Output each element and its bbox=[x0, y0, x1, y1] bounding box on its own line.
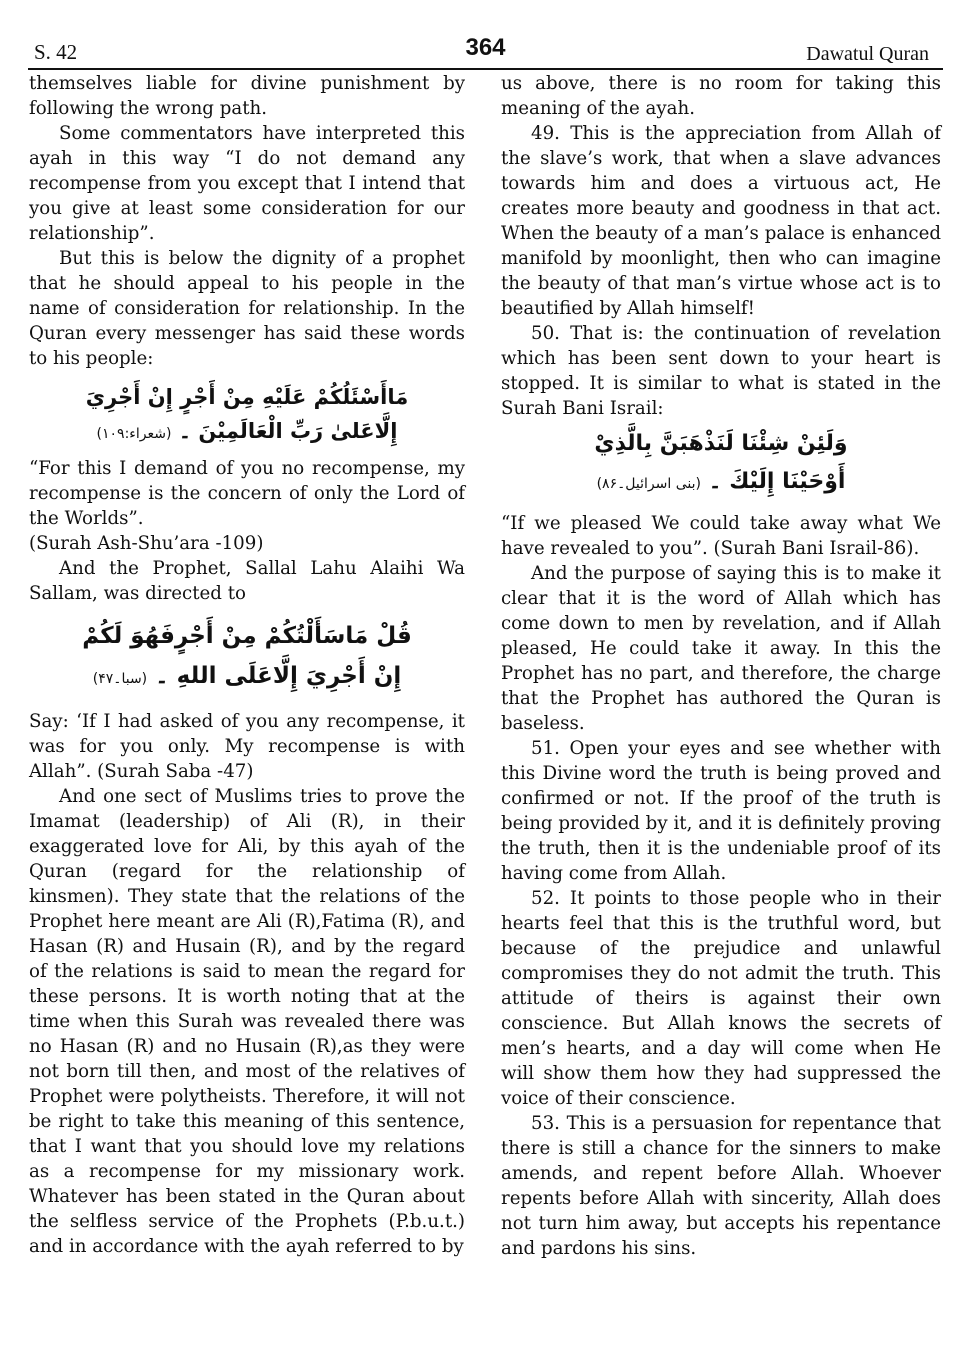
paragraph: And the purpose of saying this is to make it clear that it is the word of Allah which has come down to men by revelation, and if Allah pleased, He could take it away. In this the Prophet has no part, and therefore, the charge that the Prophet has authored the Quran is baseless. bbox=[501, 563, 941, 734]
paragraph: And the Prophet, Sallal Lahu Alaihi Wa Sallam, was directed to bbox=[29, 558, 465, 604]
verse-reference: (سبا۔۴۷) bbox=[92, 671, 148, 687]
arabic-line: إِنْ أَجْرِيَ إِلَّاعَلَى اللهِ ۔ bbox=[155, 663, 402, 689]
note-49: 49. This is the appreciation from Allah of the slave’s work, that when a slave advances towards him and does a virtuous act, He creates more beauty and goodness in that act. When the beauty of a man’s palace is enhanced manifold by moonlight, then who can imagine the beauty of that man’s virtue whose act is to beautified by Allah himself! bbox=[501, 123, 941, 319]
translation-quote: “For this I demand of you no recompense, my recompense is the concern of only the Lord of the Worlds”. bbox=[29, 458, 465, 529]
page-number: 364 bbox=[465, 34, 506, 61]
paragraph: themselves liable for divine punishment by following the wrong path. bbox=[29, 73, 465, 119]
arabic-line: مَاأَسْئَلُكُمْ عَلَيْهِ مِنْ أَجْرٍ إِنْ أَجْرِيَ bbox=[85, 385, 409, 409]
paragraph: But this is below the dignity of a prophet that he should appeal to his people in the name of consideration for relationship. In the Quran every messenger has said these words to his people: bbox=[29, 248, 465, 369]
page-header bbox=[28, 36, 943, 70]
note-52: 52. It points to those people who in their hearts feel that this is the truthful word, but because of the prejudice and unlawful compromises they do not admit the truth. This attitude of theirs is against their own conscience. But Allah knows the secrets of men’s hearts, and a day will come when He will show them how they had suppressed the voice of their conscience. bbox=[501, 888, 941, 1109]
note-53: 53. This is a persuasion for repentance that there is still a chance for the sinners to make amends, and repent before Allah. Whoever repents before Allah with sincerity, Allah does not turn him away, but accepts his repentance and pardons his sins. bbox=[501, 1113, 941, 1259]
arabic-line: إِلَّاعَلىٰ رَبِّ الْعَالَمِيْنَ ۔ bbox=[178, 419, 398, 443]
book-title: Dawatul Quran bbox=[806, 43, 929, 65]
paragraph: And one sect of Muslims tries to prove the Imamat (leadership) of Ali (R), in their exaggerated love for Ali, by this ayah of the Quran (regard for the relationship of kinsmen). They state that the relations of the Prophet here meant are Ali (R),Fatima (R), and Hasan (R) and Husain (R), and by the regard of the relations is said to mean the regard for these persons. It is worth noting that at the time when this Surah was revealed there was no Hasan (R) and no Husain (R),as they were not born till then, and most of the relatives of Prophet were polytheists. Therefore, it will not be right to take this meaning of this sentence, that I want that you should love my relations as a recompense for my missionary work. Whatever has been stated in the Quran about the selfless service of the Prophets (P.b.u.t.) and in accordance with the ayah referred to by bbox=[29, 786, 465, 1257]
verse-reference: (بنی اسرائیل۔۸۶) bbox=[596, 476, 701, 492]
left-column bbox=[29, 71, 465, 1259]
arabic-line: أَوْحَيْنَا إِلَيْكَ ۔ bbox=[708, 469, 846, 494]
paragraph: Some commentators have interpreted this ayah in this way “I do not demand any recompense from you except that I intend that you give at least some consideration for our relationship”. bbox=[29, 123, 465, 244]
translation-quote: Say: ‘If I had asked of you any recompense, it was for you only. My recompense is with Allah”. (Surah Saba -47) bbox=[29, 711, 465, 782]
right-column bbox=[501, 71, 941, 1261]
verse-reference: (شعراء:۱۰۹) bbox=[96, 426, 172, 442]
arabic-verse bbox=[29, 371, 465, 456]
arabic-verse bbox=[29, 606, 465, 709]
arabic-verse bbox=[501, 421, 941, 511]
surah-number: S. 42 bbox=[34, 40, 78, 64]
paragraph: us above, there is no room for taking this meaning of the ayah. bbox=[501, 73, 941, 119]
translation-quote: “If we pleased We could take away what We have revealed to you”. (Surah Bani Israil-86). bbox=[501, 513, 941, 559]
arabic-line: قُلْ مَاسَأَلْتُكُمْ مِنْ أَجْرٍفَهُوَ لَكُمْ bbox=[82, 623, 412, 649]
note-50: 50. That is: the continuation of revelation which has been sent down to your heart is stopped. It is similar to what is stated in the Surah Bani Israil: bbox=[501, 323, 941, 419]
arabic-line: وَلَئِنْ شِئْنَا لَنَذْهَبَنَّ بِالَّذِيْ bbox=[594, 431, 848, 456]
quote-source: (Surah Ash-Shu’ara -109) bbox=[29, 533, 264, 554]
note-51: 51. Open your eyes and see whether with this Divine word the truth is being proved and confirmed or not. If the proof of the truth is being provided by it, and it is definitely proving the truth, then it is the undeniable proof of its having come from Allah. bbox=[501, 738, 941, 884]
